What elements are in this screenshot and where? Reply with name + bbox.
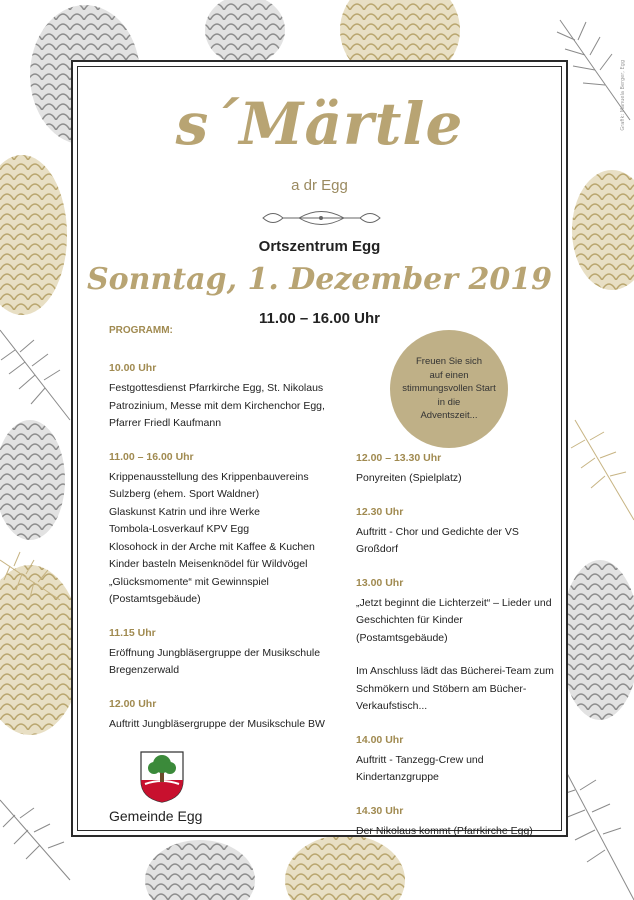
program-entry: [109, 698, 329, 734]
program-entry-text: Im Anschluss lädt das Bücherei-Team zum Schmökern und Stöbern am Bücher- Verkaufstisch...: [356, 665, 554, 712]
program-entry-time: 11.00 – 16.00 Uhr: [109, 450, 194, 463]
program-entry-time: 14.30 Uhr: [356, 804, 404, 817]
program-entry-text: Auftritt Jungbläsergruppe der Musikschule BW: [109, 717, 325, 730]
gold-pine-cone-icon: [572, 170, 634, 290]
event-time: 11.00 – 16.00 Uhr: [259, 310, 380, 327]
program-entry-time: 13.00 Uhr: [356, 576, 404, 589]
program-entry-time: 14.00 Uhr: [356, 733, 404, 746]
program-entry-time: 10.00 Uhr: [109, 362, 157, 374]
welcome-circle-badge: [390, 330, 508, 448]
grey-pine-cone-icon: [560, 560, 634, 720]
municipality-crest-icon: [139, 750, 185, 804]
program-entry-text: „Jetzt beginnt die Lichterzeit“ – Lieder und Geschichten für Kinder (Postamtsgebäude): [356, 596, 552, 644]
program-entry: [356, 577, 556, 648]
program-entry: [109, 362, 329, 433]
program-entry-text: Auftritt - Tanzegg-Crew und Kindertanzgruppe: [356, 753, 484, 783]
program-entry-text: Ponyreiten (Spielplatz): [356, 472, 462, 484]
program-entry-time: 12.00 – 13.30 Uhr: [356, 452, 442, 464]
program-entry: [356, 452, 556, 488]
program-entry-time: 11.15 Uhr: [109, 626, 156, 639]
grey-pine-cone-icon: [205, 0, 285, 65]
program-entry: [356, 734, 556, 787]
program-entry-time: 12.00 Uhr: [109, 697, 157, 710]
program-heading: PROGRAMM:: [109, 325, 173, 336]
program-entry: [109, 627, 329, 680]
program-entry: [356, 805, 556, 841]
event-subtitle: a dr Egg: [291, 177, 348, 194]
program-entry-text: Auftritt - Chor und Gedichte der VS Großdorf: [356, 525, 519, 555]
event-location: Ortszentrum Egg: [258, 238, 381, 255]
event-date: Sonntag, 1. Dezember 2019: [87, 262, 552, 297]
flourish-ornament-icon: [259, 207, 384, 229]
program-column-right: [356, 452, 556, 840]
program-entry: [109, 451, 329, 609]
program-entry-text: Der Nikolaus kommt (Pfarrkirche Egg): [356, 824, 533, 837]
program-entry: [356, 663, 556, 716]
event-title: s´Märtle: [175, 90, 464, 158]
event-poster: [71, 60, 568, 837]
municipality-name: Gemeinde Egg: [109, 808, 203, 824]
program-entry: [356, 506, 556, 559]
program-entry-text: Festgottesdienst Pfarrkirche Egg, St. Nikolaus Patrozinium, Messe mit dem Kirchenchor Egg, Pfarrer Friedl Kaufmann: [109, 382, 325, 429]
program-entry-text: Eröffnung Jungbläsergruppe der Musikschule Bregenzerwald: [109, 646, 321, 676]
program-column-left: [109, 362, 329, 733]
graphic-credit: Grafik: Manuela Berger, Egg: [620, 60, 626, 131]
grey-pine-cone-icon: [145, 840, 255, 900]
program-entry-text: Krippenausstellung des Krippenbauvereins Sulzberg (ehem. Sport Waldner) Glaskunst Katrin und ihre Werke Tombola-Losverkauf KPV Egg Klosohock in der Arche mit Kaffee & Kuchen Kinder basteln Meisenknödel für Wildvögel „Glücksmomente“ mit Gewinnspiel (Postamtsgebäude): [109, 470, 315, 605]
gold-pine-cone-icon: [285, 835, 405, 900]
welcome-circle-text: Freuen Sie sich auf einen stimmungsvollen Start in die Adventszeit...: [402, 356, 496, 422]
gold-pine-cone-icon: [0, 155, 67, 315]
gold-pine-cone-icon: [0, 565, 82, 735]
grey-pine-cone-icon: [0, 420, 65, 540]
program-entry-time: 12.30 Uhr: [356, 505, 404, 518]
